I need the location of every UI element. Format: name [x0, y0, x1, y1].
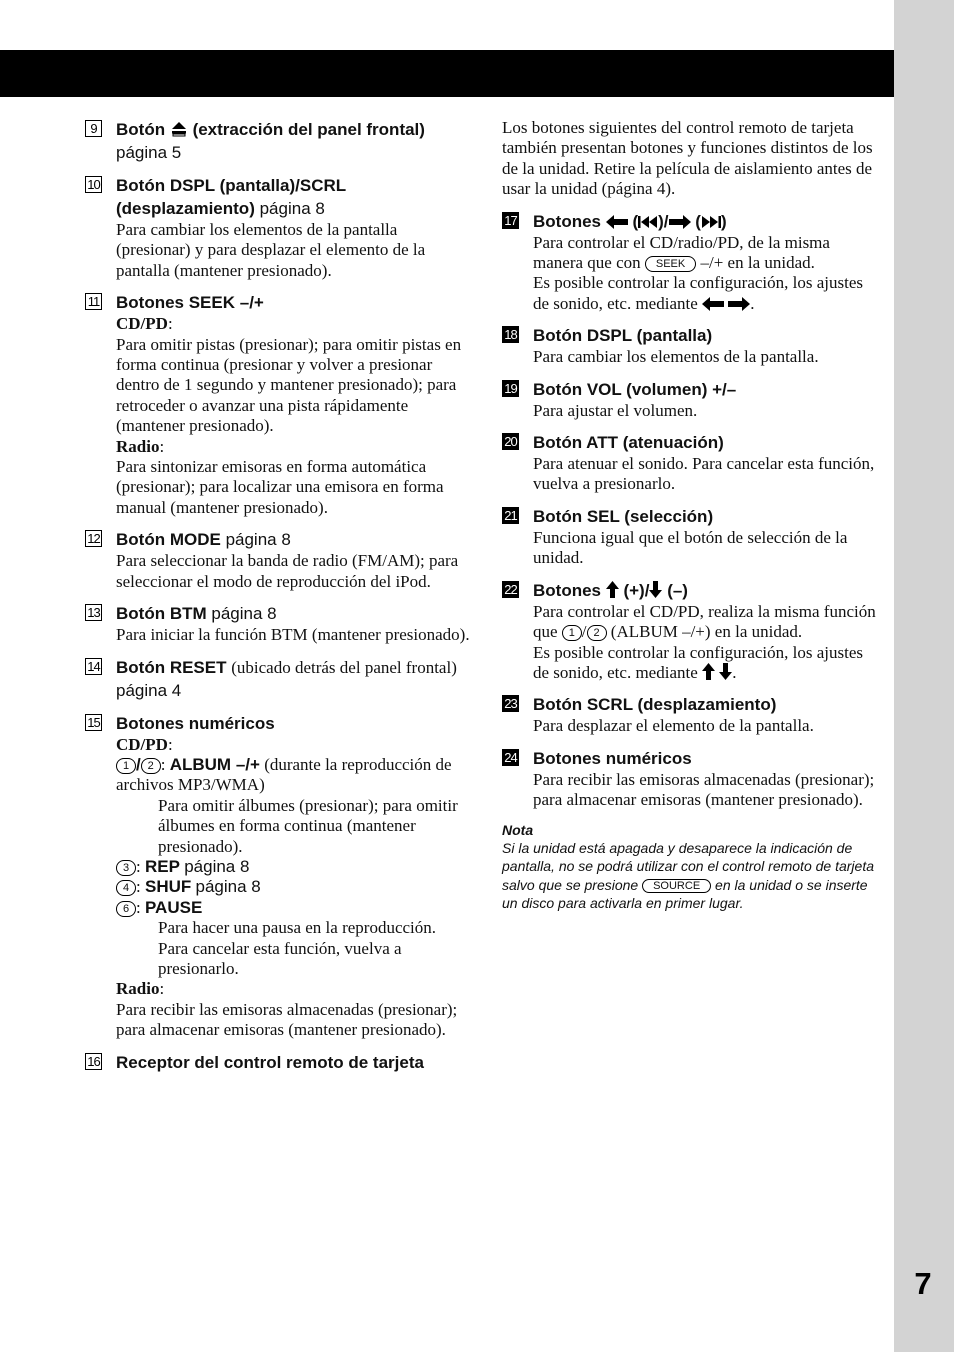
item-heading: Botones numéricos	[116, 713, 275, 733]
item-number: 15	[85, 714, 102, 731]
heading-part: (–)	[667, 580, 688, 600]
cdpd-description: Para omitir pistas (presionar); para omitir pistas en forma continua (presionar y volver a presionar dentro de 1 segundo y mantener presionado); para retroceder o avanzar una pista rápidamente (mantener presionado).	[116, 334, 462, 436]
eject-panel-icon	[170, 121, 188, 137]
item-heading: Receptor del control remoto de tarjeta	[116, 1052, 424, 1072]
item-number: 12	[85, 530, 102, 547]
item-description: Para recibir las emisoras almacenadas (presionar); para almacenar emisoras (mantener presionado).	[533, 769, 875, 810]
key-4-icon: 4	[116, 880, 136, 896]
list-item	[85, 528, 470, 592]
note-text: Si la unidad está apagada y desaparece la indicación de pantalla, no se podrá utilizar con el control remoto de tarjeta salvo que se presione	[502, 839, 874, 893]
item-heading: Botón VOL (volumen) +/–	[533, 379, 737, 399]
arrow-left-icon	[702, 297, 724, 311]
cdpd-label: CD/PD	[116, 734, 168, 754]
item-number: 18	[502, 326, 519, 343]
arrow-down-icon	[719, 663, 732, 680]
item-description: Para desplazar el elemento de la pantalla.	[533, 716, 814, 736]
heading-part: (+)/	[623, 580, 650, 600]
item-number: 11	[85, 293, 102, 310]
item-number: 21	[502, 507, 519, 524]
item-heading: Botón SEL (selección)	[533, 506, 714, 526]
radio-description: Para recibir las emisoras almacenadas (presionar); para almacenar emisoras (mantener presionado).	[116, 999, 458, 1040]
item-number: 13	[85, 604, 102, 621]
item-description: Para seleccionar la banda de radio (FM/AM); para seleccionar el modo de reproducción del iPod.	[116, 551, 459, 591]
list-item	[85, 174, 470, 281]
page-ref: página 5	[116, 143, 182, 162]
item-number: 22	[502, 581, 519, 598]
sentence-end: .	[732, 662, 737, 682]
item-number: 10	[85, 176, 102, 193]
list-item	[502, 324, 882, 367]
radio-label: Radio	[116, 436, 160, 456]
item-description: Para cambiar los elementos de la pantalla.	[533, 347, 819, 367]
list-item	[502, 505, 882, 569]
arrow-up-icon	[606, 581, 619, 598]
item-description: Para iniciar la función BTM (mantener presionado).	[116, 625, 470, 645]
list-item	[502, 431, 882, 495]
key-1-icon: 1	[562, 625, 582, 641]
album-note: (durante la reproducción de archivos MP3/WMA)	[116, 754, 452, 795]
page-side-strip	[894, 0, 954, 1352]
list-item	[85, 602, 470, 645]
page-ref: página 8	[225, 530, 291, 550]
arrow-left-icon	[606, 215, 628, 229]
item-number: 23	[502, 695, 519, 712]
album-description: Para omitir álbumes (presionar); para omitir álbumes en forma continua (mantener presionado).	[158, 795, 458, 856]
item-number: 24	[502, 749, 519, 766]
cdpd-label: CD/PD	[116, 314, 168, 334]
page-ref: página 8	[184, 856, 250, 876]
note-text-cont: en la unidad o se inserte un disco para activarla en primer lugar.	[502, 876, 868, 912]
note-block	[502, 821, 882, 913]
item-description: Para controlar el CD/PD, realiza la misma función que	[533, 601, 876, 642]
key-3-icon: 3	[116, 860, 136, 876]
item-heading: Botón RESET	[116, 657, 227, 677]
heading-part: (	[695, 211, 701, 231]
heading-part: )/	[658, 211, 669, 231]
pause-description: Para hacer una pausa en la reproducción. Para cancelar esta función, vuelva a presionarlo.	[158, 918, 437, 978]
item-heading: Botones SEEK –/+	[116, 293, 264, 313]
item-description: Para controlar el CD/radio/PD, de la misma manera que con	[533, 232, 830, 273]
item-heading: Botón DSPL (pantalla)	[533, 326, 713, 346]
list-item	[502, 378, 882, 421]
item-number: 9	[85, 120, 102, 137]
left-column	[85, 118, 470, 1084]
heading-part: (	[632, 211, 639, 231]
list-item	[502, 693, 882, 736]
item-description: Funciona igual que el botón de selección de la unidad.	[533, 527, 848, 568]
arrow-right-icon	[669, 215, 691, 229]
list-item	[502, 210, 882, 315]
item-heading: Botón	[116, 120, 166, 139]
list-item	[85, 118, 470, 164]
list-item	[502, 747, 882, 811]
item-description: Para atenuar el sonido. Para cancelar esta función, vuelva a presionarlo.	[533, 454, 875, 494]
item-number: 20	[502, 433, 519, 450]
item-heading: Botón ATT (atenuación)	[533, 433, 724, 453]
item-heading: Botones	[533, 580, 601, 600]
note-title: Nota	[502, 821, 534, 838]
rep-label: REP	[144, 856, 180, 876]
key-1-icon: 1	[116, 758, 136, 774]
list-item: 15 Botones numéricos CD/PD: 1 / 2 : ALBUM –/+ (durante la reproducción de archivos MP3/WMA) Para omitir álbumes (presionar); para omitir álbumes en forma continua (mantener presionado). 3 : REP página 8 4 : SHUF página 8 6 : PAUSE Para hacer una pausa en la reproducción. Para cancelar esta función, vuelva a presionarlo. Radio: Para recibir las emisoras almacenadas (presionar); para almacenar emisoras (mantener presionado).	[85, 712, 470, 1041]
list-item: 11 Botones SEEK –/+ CD/PD: Para omitir pistas (presionar); para omitir pistas en forma continua (presionar y volver a presionar dentro de 1 segundo y mantener presionado); para retroceder o avanzar una pista rápidamente (mantener presionado). Radio: Para sintonizar emisoras en forma automática (presionar); para localizar una emisora en forma manual (mantener presionado).	[85, 291, 470, 518]
item-heading: Botón MODE	[116, 530, 221, 550]
list-item	[85, 656, 470, 702]
radio-label: Radio	[116, 979, 160, 999]
item-heading-note: (ubicado detrás del panel frontal)	[231, 657, 457, 677]
previous-track-icon	[638, 215, 658, 229]
page-number: 7	[914, 1266, 932, 1301]
intro-paragraph: Los botones siguientes del control remoto de tarjeta también presentan botones y funciones distintos de los de la unidad. Retire la película de aislamiento antes de usar la unidad (página 4).	[502, 118, 873, 199]
album-label: ALBUM –/+	[169, 754, 260, 774]
arrow-up-icon	[702, 663, 715, 680]
item-heading: Botón SCRL (desplazamiento)	[533, 695, 777, 715]
arrow-down-icon	[649, 581, 662, 598]
item-description-extra: Es posible controlar la configuración, los ajustes de sonido, etc. mediante	[533, 642, 863, 682]
item-description-cont: (ALBUM –/+) en la unidad.	[610, 622, 803, 642]
next-track-icon	[701, 215, 721, 229]
item-description-extra: Es posible controlar la configuración, los ajustes de sonido, etc. mediante	[533, 273, 863, 313]
sentence-end: .	[750, 293, 755, 313]
page-ref: página 8	[195, 877, 261, 897]
item-number: 17	[502, 212, 519, 229]
key-6-icon: 6	[116, 901, 136, 917]
page-ref: página 8	[259, 199, 325, 218]
shuf-label: SHUF	[144, 877, 192, 897]
item-heading: Botones	[533, 211, 601, 231]
item-heading-rest: (extracción del panel frontal)	[192, 120, 425, 139]
item-heading: Botones numéricos	[533, 748, 692, 768]
item-description: Para cambiar los elementos de la pantalla (presionar) y para desplazar el elemento de la pantalla (mantener presionado).	[116, 220, 426, 280]
list-item: 22 Botones (+)/ (–) Para controlar el CD/PD, realiza la misma función que 1 / 2 (ALBUM –/+) en la unidad. Es posible controlar la configuración, los ajustes de sonido, etc. mediante .	[502, 579, 882, 684]
item-number: 16	[85, 1053, 102, 1070]
item-description: Para ajustar el volumen.	[533, 400, 698, 420]
right-column	[502, 118, 882, 913]
item-number: 19	[502, 380, 519, 397]
arrow-right-icon	[728, 297, 750, 311]
item-description-cont: –/+ en la unidad.	[700, 253, 815, 273]
item-heading: Botón DSPL (pantalla)/SCRL (desplazamiento)	[116, 176, 346, 218]
radio-description: Para sintonizar emisoras en forma automática (presionar); para localizar una emisora en forma manual (mantener presionado).	[116, 457, 444, 517]
list-item	[85, 1051, 470, 1074]
key-2-icon: 2	[141, 758, 161, 774]
seek-key-icon: SEEK	[645, 256, 696, 272]
page-ref: página 4	[116, 680, 182, 700]
pause-label: PAUSE	[144, 897, 203, 917]
heading-part: )	[720, 211, 727, 231]
page-ref: página 8	[211, 604, 277, 624]
header-bar	[0, 50, 894, 97]
item-heading: Botón BTM	[116, 604, 207, 624]
source-key-icon: SOURCE	[642, 879, 711, 893]
key-2-icon: 2	[587, 625, 607, 641]
item-number: 14	[85, 658, 102, 675]
